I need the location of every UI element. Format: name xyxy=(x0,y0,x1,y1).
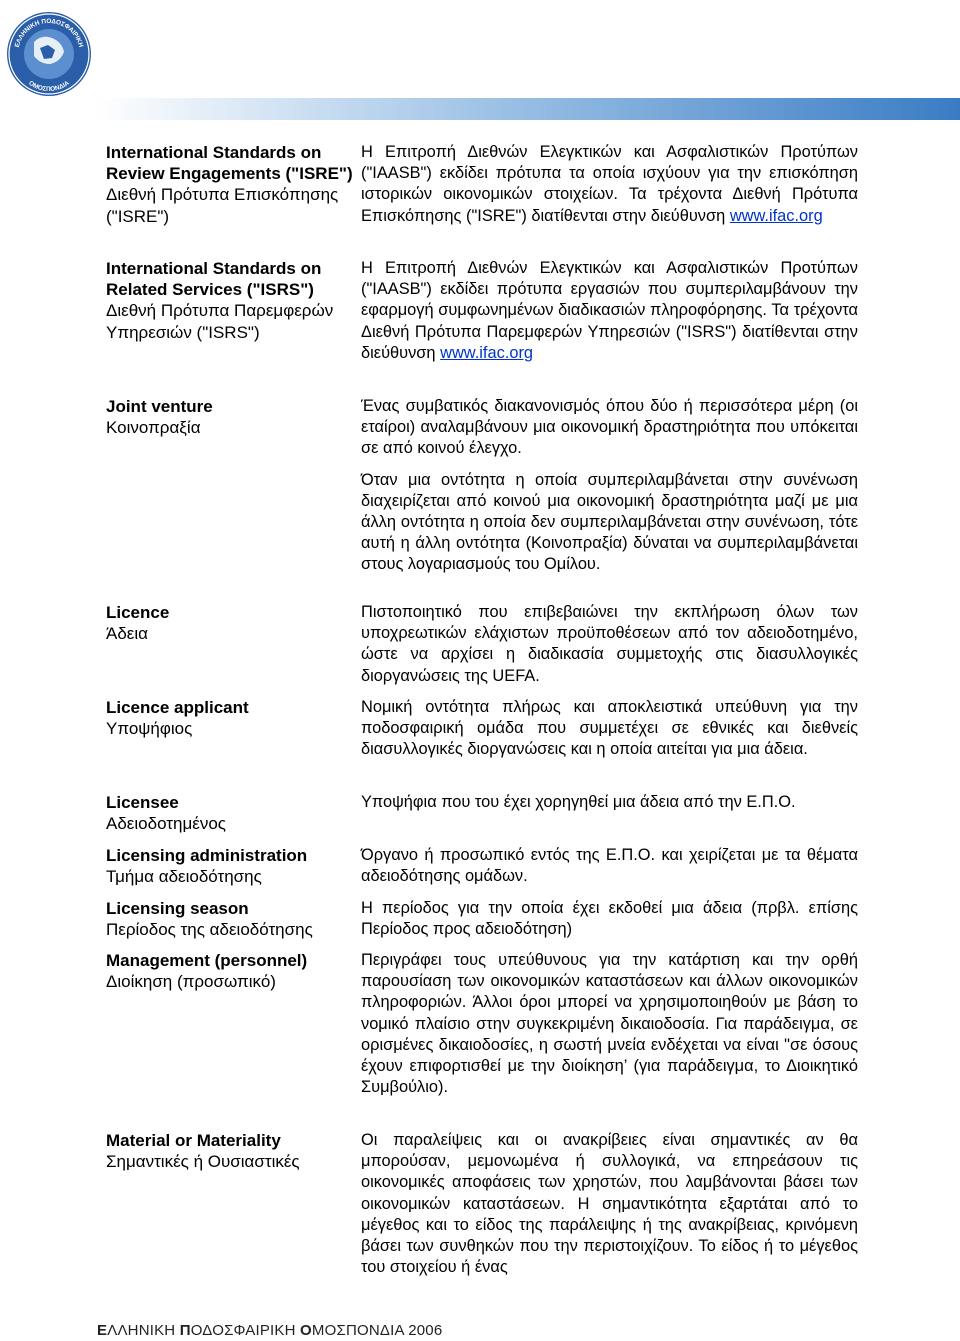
definition-text: Η Επιτροπή Διεθνών Ελεγκτικών και Ασφαλιστικών Προτύπων ("IAASB") εκδίδει πρότυπα εργασιών που συμπεριλαμβάνουν την εφαρμογή συμφωνημένων διαδικασιών πληροφόρησης. Τα τρέχοντα Διεθνή Πρότυπα Παρεμφερών Υπηρεσιών ("ISRS") διατίθενται στην διεύθυνση xyxy=(361,259,858,362)
definition xyxy=(361,396,858,602)
term-gr: Κοινοπραξία xyxy=(106,418,201,438)
glossary-entry xyxy=(106,697,858,792)
glossary-entry xyxy=(106,950,858,1130)
ifac-link[interactable]: www.ifac.org xyxy=(440,343,534,362)
term xyxy=(106,142,361,258)
page-footer xyxy=(97,1322,442,1339)
glossary-entry xyxy=(106,258,858,396)
definition-text: Ένας συμβατικός διακανονισμός όπου δύο ή περισσότερα μέρη (οι εταίροι) αναλαμβάνουν μια οικονομική δραστηριότητα που υπόκειται σε από κοινού έλεγχο. xyxy=(361,397,858,458)
term-gr: Τμήμα αδειοδότησης xyxy=(106,867,262,887)
term-gr: Περίοδος της αδειοδότησης xyxy=(106,920,313,940)
term-en: International Standards on Review Engagements ("ISRE") xyxy=(106,143,353,184)
definition-text: Νομική οντότητα πλήρως και αποκλειστικά υπεύθυνη για την ποδοσφαιρική ομάδα που συμμετέχει σε εθνικές και διεθνείς διασυλλογικές διοργανώσεις και η οποία αιτείται για μια άδεια. xyxy=(361,698,858,759)
term xyxy=(106,602,361,697)
glossary-entry xyxy=(106,845,858,898)
glossary-entry xyxy=(106,602,858,697)
term-gr: Αδειοδοτημένος xyxy=(106,814,226,834)
header-gradient-bar xyxy=(96,98,960,120)
term-en: Licensee xyxy=(106,793,179,812)
definition xyxy=(361,697,858,792)
glossary-entry xyxy=(106,396,858,602)
footer-word: ΜΟΣΠΟΝΔΙΑ 2006 xyxy=(311,1322,443,1339)
term xyxy=(106,898,361,950)
term xyxy=(106,950,361,1130)
term-en: Licensing administration xyxy=(106,846,308,865)
ifac-link[interactable]: www.ifac.org xyxy=(729,206,823,225)
definition-text: Όταν μια οντότητα η οποία συμπεριλαμβάνεται στην συνένωση διαχειρίζεται από κοινού μια οικονομική δραστηριότητα μαζί με μια άλλη οντότητα η οποία δεν συμπεριλαμβάνεται στην συνένωση, τότε αυτή η άλλη οντότητα (Κοινοπραξία) δύναται να συμπεριλαμβάνεται στους λογαριασμούς του Ομίλου. xyxy=(361,470,858,574)
term-en: Licence applicant xyxy=(106,698,249,717)
term-en: Licensing season xyxy=(106,899,249,918)
term-en: Management (personnel) xyxy=(106,951,308,970)
glossary-entry xyxy=(106,142,858,258)
definition xyxy=(361,602,858,697)
footer-initial: Ε xyxy=(97,1322,108,1339)
footer-word: ΛΛΗΝΙΚΗ xyxy=(107,1322,180,1339)
definition-text: Περιγράφει τους υπεύθυνους για την κατάρτιση και την ορθή παρουσίαση των οικονομικών καταστάσεων και άλλων οικονομικών πληροφοριών. Άλλοι όροι μπορεί να χρησιμοποιηθούν με βάση το νομικό πλαίσιο στην συγκεκριμένη δικαιοδοσία. Για παράδειγμα, σε ορισμένες δικαιοδοσίες, η σωστή μνεία ενδέχεται να είναι "σε όσους έχουν επιφορτισθεί με την διοίκηση’ (για παράδειγμα, το Διοικητικό Συμβούλιο). xyxy=(361,951,858,1097)
definition-text: Οι παραλείψεις και οι ανακρίβειες είναι σημαντικές αν θα μπορούσαν, μεμονωμένα ή συλλογικά, να επηρεάσουν τις οικονομικές αποφάσεις των χρηστών, που λαμβάνονται βάσει των οικονομικών καταστάσεων. Η σημαντικότητα εξαρτάται από το μέγεθος και το είδος της παράλειψης ή της ανακρίβειας, κρινόμενη βάσει των συνθηκών που την περιστοιχίζουν. Το είδος ή το μέγεθος του στοιχείου ή ένας xyxy=(361,1131,858,1277)
term xyxy=(106,1130,361,1278)
definition xyxy=(361,898,858,950)
term-gr: Διοίκηση (προσωπικό) xyxy=(106,972,276,992)
term-gr: Άδεια xyxy=(106,624,148,644)
term xyxy=(106,845,361,898)
definition xyxy=(361,142,858,258)
glossary-entry xyxy=(106,792,858,845)
term xyxy=(106,697,361,792)
definition-text: Η Επιτροπή Διεθνών Ελεγκτικών και Ασφαλιστικών Προτύπων ("IAASB") εκδίδει πρότυπα τα οποία ισχύουν για την επισκόπηση ιστορικών οικονομικών στοιχείων. Τα τρέχοντα Διεθνή Πρότυπα Επισκόπησης ("ISRE") διατίθενται στην διεύθυνση xyxy=(361,143,858,225)
glossary-list xyxy=(106,142,858,1278)
definition xyxy=(361,792,858,845)
term-gr: Υποψήφιος xyxy=(106,719,193,739)
logo-text-top: ΕΛΛΗΝΙΚΗ ΠΟΔΟΣΦΑΙΡΙΚΗ xyxy=(13,17,85,49)
definition xyxy=(361,258,858,396)
footer-word: ΟΔΟΣΦΑΙΡΙΚΗ xyxy=(190,1322,301,1339)
glossary-entry xyxy=(106,898,858,950)
definition-text: Όργανο ή προσωπικό εντός της Ε.Π.Ο. και χειρίζεται με τα θέματα αδειοδότησης ομάδων. xyxy=(361,846,858,886)
term-en: Material or Materiality xyxy=(106,1131,281,1150)
definition xyxy=(361,950,858,1130)
definition-text: Υποψήφια που του έχει χορηγηθεί μια άδεια από την Ε.Π.Ο. xyxy=(361,793,796,811)
term xyxy=(106,396,361,602)
footer-initial: Π xyxy=(179,1322,191,1339)
definition xyxy=(361,1130,858,1278)
term-en: International Standards on Related Services ("ISRS") xyxy=(106,259,322,300)
federation-logo xyxy=(6,4,92,100)
term xyxy=(106,258,361,396)
definition-text: Η περίοδος για την οποία έχει εκδοθεί μια άδεια (πρβλ. επίσης Περίοδος προς αδειοδότηση) xyxy=(361,899,858,939)
definition-text: Πιστοποιητικό που επιβεβαιώνει την εκπλήρωση όλων των υποχρεωτικών ελάχιστων προϋποθέσεων από τον αδειοδοτημένο, ώστε να αρχίσει η διαδικασία συμμετοχής στις διασυλλογικές διοργανώσεις της UEFA. xyxy=(361,603,858,685)
term-en: Joint venture xyxy=(106,397,213,416)
term-gr: Σημαντικές ή Ουσιαστικές xyxy=(106,1152,300,1172)
definition xyxy=(361,845,858,898)
term-en: Licence xyxy=(106,603,170,622)
footer-initial: Ο xyxy=(300,1322,312,1339)
glossary-entry xyxy=(106,1130,858,1278)
term-gr: Διεθνή Πρότυπα Επισκόπησης ("ISRE") xyxy=(106,185,339,226)
term xyxy=(106,792,361,845)
logo-text-bottom: ΟΜΟΣΠΟΝΔΙΑ xyxy=(27,79,71,94)
term-gr: Διεθνή Πρότυπα Παρεμφερών Υπηρεσιών ("ISRS") xyxy=(106,301,334,342)
